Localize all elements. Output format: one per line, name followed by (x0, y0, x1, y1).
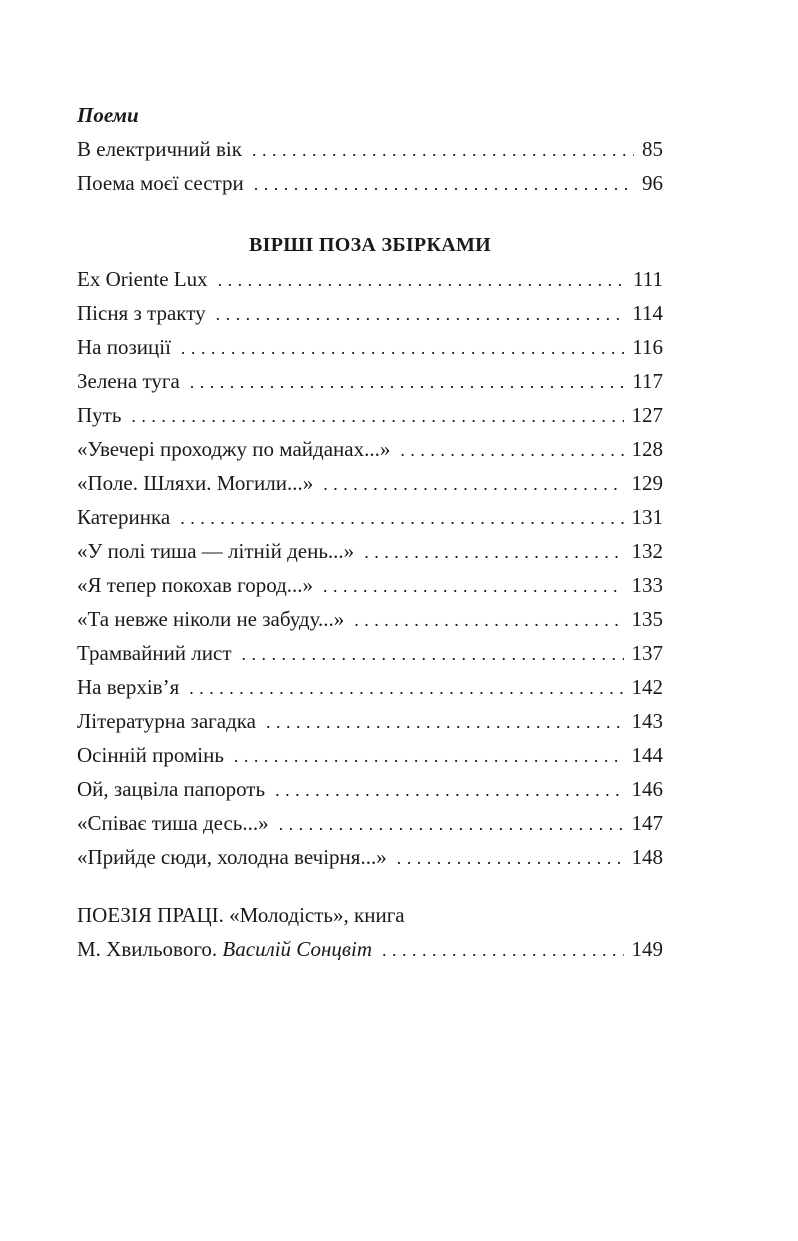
toc-entry[interactable] (77, 296, 663, 330)
toc-entry-page: 128 (631, 437, 663, 461)
toc-entry-page: 129 (631, 471, 663, 495)
dot-leader (266, 705, 623, 739)
essay-title-continuation (77, 932, 372, 966)
dot-leader (254, 167, 634, 201)
toc-entry-title: Трамвайний лист (77, 641, 232, 665)
toc-entry-title: Катеринка (77, 505, 171, 529)
toc-entry[interactable] (77, 330, 663, 364)
dot-leader (354, 603, 623, 637)
toc-entry-title: «Поле. Шляхи. Могили...» (77, 471, 314, 495)
toc-entry-title: Зелена туга (77, 369, 180, 393)
table-of-contents (77, 98, 663, 966)
toc-entry[interactable] (77, 840, 663, 874)
toc-entry-title: Путь (77, 403, 122, 427)
section-spacer (77, 874, 663, 898)
toc-entry-title: Осінній промінь (77, 743, 224, 767)
toc-entry[interactable] (77, 568, 663, 602)
toc-entry-page: 143 (631, 709, 663, 733)
toc-entry-page: 131 (631, 505, 663, 529)
toc-entry-title: «У полі тиша — літній день...» (77, 539, 355, 563)
dot-leader (242, 637, 624, 671)
toc-entry-page: 148 (631, 845, 663, 869)
dot-leader (400, 433, 623, 467)
dot-leader (382, 933, 624, 967)
dot-leader (364, 535, 623, 569)
toc-entry-page: 96 (642, 171, 663, 195)
toc-entry[interactable] (77, 432, 663, 466)
toc-entry-page: 116 (632, 335, 663, 359)
toc-entry-page: 132 (631, 539, 663, 563)
uncollected-section-heading: ВІРШІ ПОЗА ЗБІРКАМИ (248, 234, 492, 256)
toc-entry-title: «Увечері проходжу по майданах...» (77, 437, 391, 461)
dot-leader (180, 501, 623, 535)
toc-entry-title: «Співає тиша десь...» (77, 811, 269, 835)
toc-entry[interactable] (77, 806, 663, 840)
toc-entry-title: Поема моєї сестри (77, 171, 244, 195)
poems-section-title: Поеми (77, 103, 139, 127)
essay-author-prefix: М. Хвильового. (77, 937, 223, 961)
dot-leader (189, 671, 623, 705)
toc-entry-page: 114 (632, 301, 663, 325)
toc-entry-page: 127 (631, 403, 663, 427)
toc-entry[interactable] (77, 166, 663, 200)
toc-entry-title: Ex Oriente Lux (77, 267, 208, 291)
toc-entry-page: 147 (631, 811, 663, 835)
dot-leader (218, 263, 625, 297)
toc-entry[interactable] (77, 262, 663, 296)
toc-entry-title: Ой, зацвіла папороть (77, 777, 266, 801)
toc-entry[interactable] (77, 704, 663, 738)
toc-entry-page: 137 (631, 641, 663, 665)
toc-entry-page: 117 (632, 369, 663, 393)
toc-entry[interactable] (77, 132, 663, 166)
poems-list (77, 132, 663, 200)
toc-entry[interactable] (77, 534, 663, 568)
dot-leader (279, 807, 624, 841)
toc-entry[interactable] (77, 738, 663, 772)
toc-entry-page: 133 (631, 573, 663, 597)
dot-leader (234, 739, 624, 773)
toc-entry[interactable] (77, 636, 663, 670)
toc-entry[interactable] (77, 398, 663, 432)
essay-title-line[interactable]: ПОЕЗІЯ ПРАЦІ. «Молодість», книга (77, 903, 405, 927)
toc-entry-page: 111 (633, 267, 663, 291)
toc-entry-page: 144 (631, 743, 663, 767)
toc-entry-page: 142 (631, 675, 663, 699)
toc-entry-page: 146 (631, 777, 663, 801)
toc-entry[interactable] (77, 670, 663, 704)
dot-leader (190, 365, 624, 399)
essay-entry[interactable] (77, 932, 663, 966)
toc-entry[interactable] (77, 364, 663, 398)
dot-leader (181, 331, 624, 365)
toc-entry-title: На позиції (77, 335, 171, 359)
essay-author: Василій Сонцвіт (222, 937, 372, 961)
toc-entry[interactable] (77, 466, 663, 500)
toc-entry-page: 149 (631, 937, 663, 961)
dot-leader (323, 569, 623, 603)
dot-leader (131, 399, 623, 433)
dot-leader (397, 841, 624, 875)
dot-leader (275, 773, 623, 807)
toc-entry-page: 85 (642, 137, 663, 161)
toc-entry-title: Пісня з тракту (77, 301, 206, 325)
uncollected-list (77, 262, 663, 874)
dot-leader (323, 467, 623, 501)
dot-leader (216, 297, 625, 331)
toc-entry[interactable] (77, 500, 663, 534)
toc-entry-title: Літературна загадка (77, 709, 257, 733)
toc-entry[interactable] (77, 602, 663, 636)
toc-entry-title: «Я тепер покохав город...» (77, 573, 314, 597)
toc-entry-title: На верхів’я (77, 675, 180, 699)
dot-leader (252, 133, 634, 167)
toc-entry-title: В електричний вік (77, 137, 242, 161)
toc-entry-page: 135 (631, 607, 663, 631)
toc-entry-title: «Та невже ніколи не забуду...» (77, 607, 345, 631)
toc-entry[interactable] (77, 772, 663, 806)
toc-entry-title: «Прийде сюди, холодна вечірня...» (77, 845, 387, 869)
